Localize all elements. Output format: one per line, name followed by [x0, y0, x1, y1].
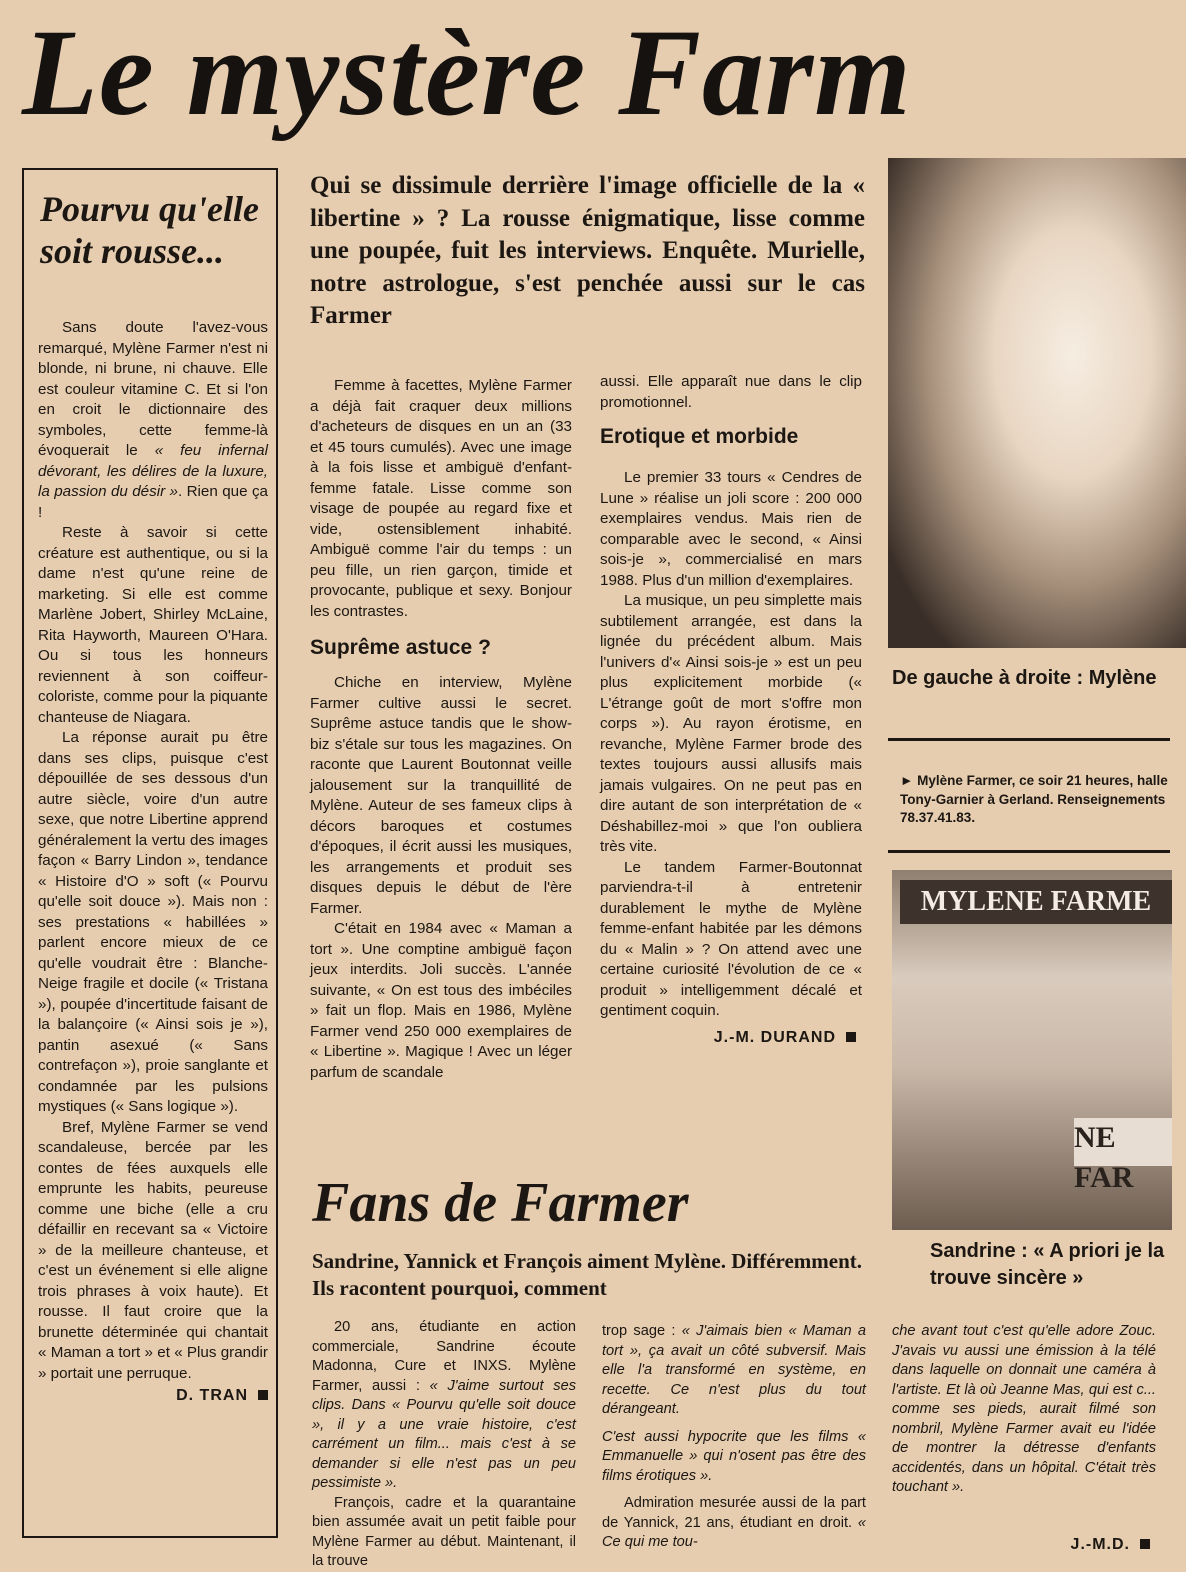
article-intro: Qui se dissimule derrière l'image officielle de la « libertine » ? La rousse énigmatique, lisse comme une poupée, fuit les interviews. Enquête. Murielle, notre astrologue, s'est penchée aussi sur le cas Farmer	[310, 172, 865, 329]
photo-mylene-portrait	[888, 158, 1186, 648]
article-paragraph: Femme à facettes, Mylène Farmer a déjà fait craquer deux millions d'acheteurs de disques en un an (33 et 45 tours cumulés). Avec une image à la fois lisse et ambiguë d'enfant-femme fatale. Lisse comme son visage de poupée au regard fixe et vide, ostensiblement inhabité. Ambiguë comme l'air du temps : un peu fille, un rien garçon, timide et provocante, publique et sexy. Bonjour les contrastes.	[310, 377, 572, 620]
article-subhead: Suprême astuce ?	[310, 636, 491, 659]
fans-intro: Sandrine, Yannick et François aiment Mylène. Différemment. Ils racontent pourquoi, comment	[312, 1249, 863, 1300]
sidebar-paragraph: Bref, Mylène Farmer se vend scandaleuse, bercée par les contes de fées auxquels elle emprunte les habits, peureuse comme une biche (elle a cru défaillir en recevant sa « Victoire » de la meilleure chanteuse, et c'est un événement si elle aligne trois phrases à voix haute). Et rousse. Il faut croire que la brunette déterminée qui chantait « Maman a tort » et « Plus grandir » portait une perruque.	[38, 1118, 268, 1382]
fans-quote: C'est aussi hypocrite que les films « Emmanuelle » qui n'osent pas être des films érotiques ».	[602, 1428, 866, 1484]
fans-paragraph	[602, 1322, 866, 1420]
fans-signature: J.-M.D.	[1000, 1536, 1150, 1554]
sidebar-paragraph: La réponse aurait pu être dans ses clips, puisque c'est dépouillée de ses dessous d'un autre siècle, voire d'un autre sexe, que notre Libertine apprend généralement la vertu des images façon « Barry Lindon », tendance « Histoire d'O » soft (« Pourvu qu'elle soit douce »). Mais non : ses prestations « habillées » parlent encore mieux de ce qu'elle voudrait être : Blanche-Neige fragile et docile (« Tristana »), poupée d'incertitude faisant de la balançoire (« Ainsi sois je »), pantin asexué (« Sans contrefaçon »), proie sanglante et condamnée par les pulsions mystiques (« Sans logique »).	[38, 729, 268, 1115]
photo-caption: Sandrine : « A priori je la trouve sincère »	[930, 1240, 1165, 1289]
sidebar-text: Sans doute l'avez-vous remarqué, Mylène Farmer n'est ni blonde, ni brune, ni chauve. Elle est couleur vitamine C. Et si l'on en croit le dictionnaire des symboles, cette femme-là évoquerait le	[38, 319, 268, 459]
sidebar-body	[38, 318, 268, 1407]
concert-info: ► Mylène Farmer, ce soir 21 heures, halle Tony-Garnier à Gerland. Renseignements 78.37.41.83.	[900, 773, 1168, 825]
fans-text: Admiration mesurée aussi de la part de Yannick, 21 ans, étudiant en droit.	[602, 1495, 866, 1531]
photo-banner-text: MYLENE FARME	[900, 880, 1172, 924]
sidebar-signature: D. TRAN	[38, 1386, 268, 1407]
photo-caption: De gauche à droite : Mylène	[892, 667, 1157, 689]
fans-column-2	[602, 1322, 866, 1553]
article-subhead: Erotique et morbide	[600, 425, 799, 448]
fans-quote: « J'aimais bien « Maman a tort », ça avait un côté subversif. Mais elle l'a transformé en système, en recette. Ce n'est plus du tout dérangeant.	[602, 1323, 866, 1417]
fans-text: trop sage :	[602, 1323, 682, 1339]
fans-quote: « Ce qui me tou-	[602, 1514, 866, 1550]
sidebar-paragraph: Reste à savoir si cette créature est authentique, ou si la dame n'est qu'une reine de marketing. Si elle est comme Marlène Jobert, Shirley McLaine, Rita Hayworth, Maureen O'Hara. Ou si tous les honneurs reviennent à son coiffeur-coloriste, comme pour la piquante chanteuse de Niagara.	[38, 524, 268, 726]
article-paragraph: C'était en 1984 avec « Maman a tort ». Une comptine ambiguë façon jeux interdits. Joli succès. L'année suivante, « On est tous des imbéciles » fait un flop. Mais en 1986, Mylène Farmer vend 250 000 exemplaires de « Libertine ». Magique ! Avec un léger parfum de scandale	[310, 920, 572, 1081]
photo-poster-text: NE FAR	[1074, 1118, 1172, 1166]
fans-text: 20 ans, étudiante en action commerciale, Sandrine écoute Madonna, Cure et INXS. Mylène Farmer, aussi :	[312, 1319, 576, 1394]
article-signature: J.-M. DURAND	[600, 1028, 862, 1049]
article-paragraph: La musique, un peu simplette mais subtilement arrangée, est dans la lignée du précédent album. Mais l'univers d'« Ainsi sois-je » est un peu plus explicitement morbide (« L'étrange goût de mort s'offre mon corps »). Au rayon érotisme, en revanche, Mylène Farmer brode des textes toujours aussi allusifs mais jamais vulgaires. On ne peut pas en dire autant de son interprétation de « Déshabillez-moi » que l'on oubliera très vite.	[600, 592, 862, 855]
fans-title: Fans de Farmer	[312, 1172, 689, 1234]
divider	[888, 738, 1170, 741]
fans-column-3	[892, 1322, 1156, 1498]
fans-paragraph	[602, 1428, 866, 1487]
fans-paragraph	[892, 1322, 1156, 1498]
article-paragraph: Le tandem Farmer-Boutonnat parviendra-t-il à entretenir durablement le mythe de Mylène femme-enfant habitée par les démons du « Malin » ? On attend avec une certaine curiosité l'évolution de ce « produit » intelligemment décalé et gentiment coquin.	[600, 858, 862, 1019]
fans-paragraph	[602, 1494, 866, 1553]
article-paragraph: Chiche en interview, Mylène Farmer cultive aussi le secret. Suprême astuce tandis que le show-biz s'étale sur tous les magazines. On raconte que Laurent Boutonnat veille jalousement sur la tranquillité de Mylène. Auteur de ses fameux clips à décors baroques et costumes d'époques, il écrit aussi les musiques, les arrangements et produit ses disques depuis le début de l'ère Farmer.	[310, 674, 572, 917]
article-paragraph: Le premier 33 tours « Cendres de Lune » réalise un joli score : 200 000 exemplaires vendus. Mais rien de comparable avec le second, « Ainsi sois-je », commercialisé en mars 1988. Plus d'un million d'exemplaires.	[600, 469, 862, 589]
article-column-2	[600, 372, 862, 1048]
fans-paragraph: François, cadre et la quarantaine bien assumée avait un petit faible pour Mylène Farmer au début. Maintenant, il la trouve	[312, 1494, 576, 1569]
sidebar-title: Pourvu qu'elle soit rousse...	[40, 189, 260, 271]
fans-quote: che avant tout c'est qu'elle adore Zouc. J'avais vu aussi une émission à la télé dans laquelle on donnait une caméra à l'artiste. Et là où Jeanne Mas, qui est c... comme ses pieds, aurait filmé son nombril, Mylène Farmer avait eu l'idée de montrer la détresse d'enfants accidentés, dans un hôpital. C'était très touchant ».	[892, 1323, 1156, 1495]
sidebar-quote: « feu infernal dévorant, les délires de la luxure, la passion du désir »	[38, 442, 268, 500]
sidebar-text: . Rien que ça !	[38, 483, 268, 521]
headline: Le mystère Farm	[22, 4, 912, 141]
fans-quote: « J'aime surtout ses clips. Dans « Pourvu qu'elle soit douce », il y a une vraie histoire, c'est carrément un film... mais c'est à se demander si elle n'est pas un peu pessimiste ».	[312, 1377, 576, 1491]
fans-paragraph	[312, 1318, 576, 1494]
sidebar-paragraph	[38, 318, 268, 523]
article-column-1	[310, 376, 572, 1083]
fans-column-1	[312, 1318, 576, 1572]
article-paragraph: aussi. Elle apparaît nue dans le clip promotionnel.	[600, 373, 862, 411]
divider	[888, 850, 1170, 853]
